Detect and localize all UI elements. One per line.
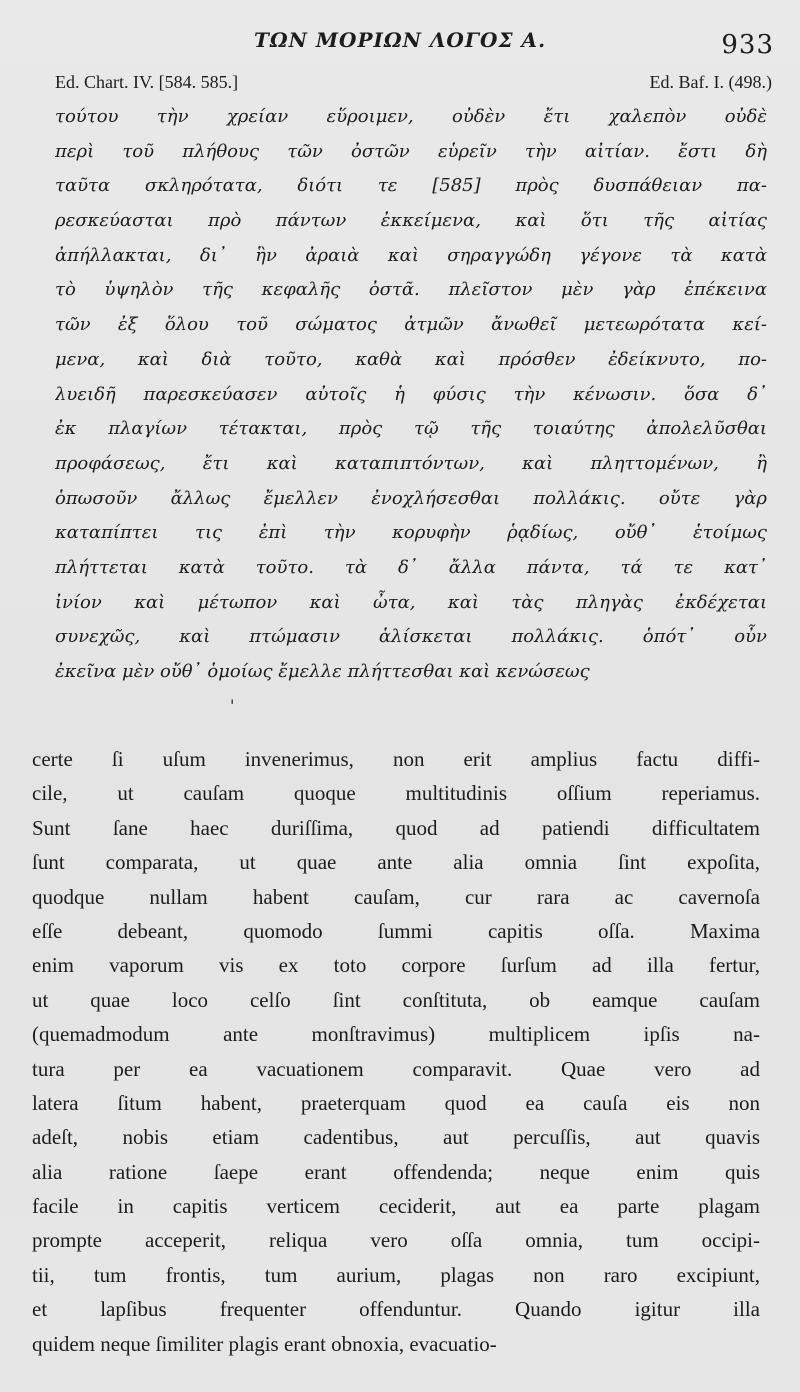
latin-text-line: eſſe debeant, quomodo ſummi capitis oſſa. Maxima <box>32 918 760 943</box>
greek-text-block <box>55 100 767 690</box>
greek-text-line: ἐκ πλαγίων τέτακται, πρὸς τῷ τῆς τοιαύτης ἀπολελῦσθαι <box>55 418 767 440</box>
greek-text-line: τὸ ὑψηλὸν τῆς κεφαλῆς ὀστᾶ. πλεῖστον μὲν γὰρ ἐπέκεινα <box>55 279 767 301</box>
latin-text-line: tura per ea vacuationem comparavit. Quae vero ad <box>32 1056 760 1081</box>
latin-text-line: ut quae loco celſo ſint conſtituta, ob eamque cauſam <box>32 987 760 1012</box>
greek-text-line: καταπίπτει τις ἐπὶ τὴν κορυφὴν ῥᾳδίως, οὔθ᾽ ἑτοίμως <box>55 522 767 544</box>
page-number: 933 <box>721 30 774 60</box>
latin-text-line: facile in capitis verticem ceciderit, aut ea parte plagam <box>32 1194 760 1219</box>
greek-text-line: ἰνίον καὶ μέτωπον καὶ ὦτα, καὶ τὰς πληγὰς ἐκδέχεται <box>55 591 767 613</box>
greek-text-line: περὶ τοῦ πλήθους τῶν ὀστῶν εὑρεῖν τὴν αἰτίαν. ἔστι δὴ <box>55 140 767 162</box>
greek-text-line: πλήττεται κατὰ τοῦτο. τὰ δ᾽ ἄλλα πάντα, τά τε κατ᾽ <box>55 556 767 578</box>
greek-text-line: ὁπωσοῦν ἄλλως ἔμελλεν ἐνοχλήσεσθαι πολλάκις. οὔτε γὰρ <box>55 487 767 509</box>
latin-text-block <box>32 742 760 1361</box>
latin-text-line: (quemadmodum ante monſtravimus) multiplicem ipſis na- <box>32 1022 760 1047</box>
edition-reference-basel: Ed. Baf. I. (498.) <box>649 72 772 92</box>
latin-text-line: ſunt comparata, ut quae ante alia omnia ſint expoſita, <box>32 850 760 875</box>
greek-text-line: ταῦτα σκληρότατα, διότι τε [585] πρὸς δυσπάθειαν πα- <box>55 175 767 197</box>
latin-text-line: prompte acceperit, reliqua vero oſſa omnia, tum occipi- <box>32 1228 760 1253</box>
running-head: ΤΩΝ ΜΟΡΙΩΝ ΛΟΓΟΣ Α. <box>253 28 547 52</box>
greek-text-line: ἀπήλλακται, δι᾽ ἣν ἀραιὰ καὶ σηραγγώδη γέγονε τὰ κατὰ <box>55 244 767 266</box>
latin-text-line: tii, tum frontis, tum aurium, plagas non raro excipiunt, <box>32 1262 760 1287</box>
greek-text-line: τούτου τὴν χρείαν εὕροιμεν, οὐδὲν ἔτι χαλεπὸν οὐδὲ <box>55 106 767 127</box>
latin-text-line: quidem neque ſimiliter plagis erant obnoxia, evacuatio- <box>32 1331 497 1356</box>
latin-text-line: Sunt ſane haec duriſſima, quod ad patiendi difficultatem <box>32 815 760 840</box>
latin-text-line: enim vaporum vis ex toto corpore ſurſum ad illa fertur, <box>32 953 760 978</box>
greek-text-line: συνεχῶς, καὶ πτώμασιν ἁλίσκεται πολλάκις. ὁπότ᾽ οὖν <box>55 626 767 648</box>
latin-text-line: cile, ut cauſam quoque multitudinis oſſium reperiamus. <box>32 781 760 806</box>
greek-text-line: λυειδῆ παρεσκεύασεν αὐτοῖς ἡ φύσις τὴν κένωσιν. ὅσα δ᾽ <box>55 383 767 405</box>
latin-text-line: certe ſi uſum invenerimus, non erit amplius factu diffi- <box>32 747 760 771</box>
latin-text-line: quodque nullam habent cauſam, cur rara ac cavernoſa <box>32 884 760 909</box>
edition-reference-chart: Ed. Chart. IV. [584. 585.] <box>55 72 239 92</box>
latin-text-line: alia ratione ſaepe erant offendenda; neque enim quis <box>32 1159 760 1184</box>
greek-text-line: μενα, καὶ διὰ τοῦτο, καθὰ καὶ πρόσθεν ἐδείκνυτο, πο- <box>55 348 767 370</box>
latin-text-line: latera ſitum habent, praeterquam quod ea cauſa eis non <box>32 1090 760 1115</box>
separator-mark: ' <box>230 696 235 715</box>
greek-text-line: τῶν ἐξ ὅλου τοῦ σώματος ἀτμῶν ἄνωθεῖ μετεωρότατα κεί- <box>55 314 767 336</box>
greek-text-line: προφάσεως, ἔτι καὶ καταπιπτόντων, καὶ πληττομένων, ἢ <box>55 452 767 474</box>
greek-text-line: ρεσκεύασται πρὸ πάντων ἐκκείμενα, καὶ ὅτι τῆς αἰτίας <box>55 210 767 232</box>
latin-text-line: adeſt, nobis etiam cadentibus, aut percuſſis, aut quavis <box>32 1125 760 1150</box>
latin-text-line: et lapſibus frequenter offenduntur. Quando igitur illa <box>32 1297 760 1322</box>
greek-text-line: ἐκεῖνα μὲν οὔθ᾽ ὁμοίως ἔμελλε πλήττεσθαι καὶ κενώσεως <box>55 661 590 682</box>
